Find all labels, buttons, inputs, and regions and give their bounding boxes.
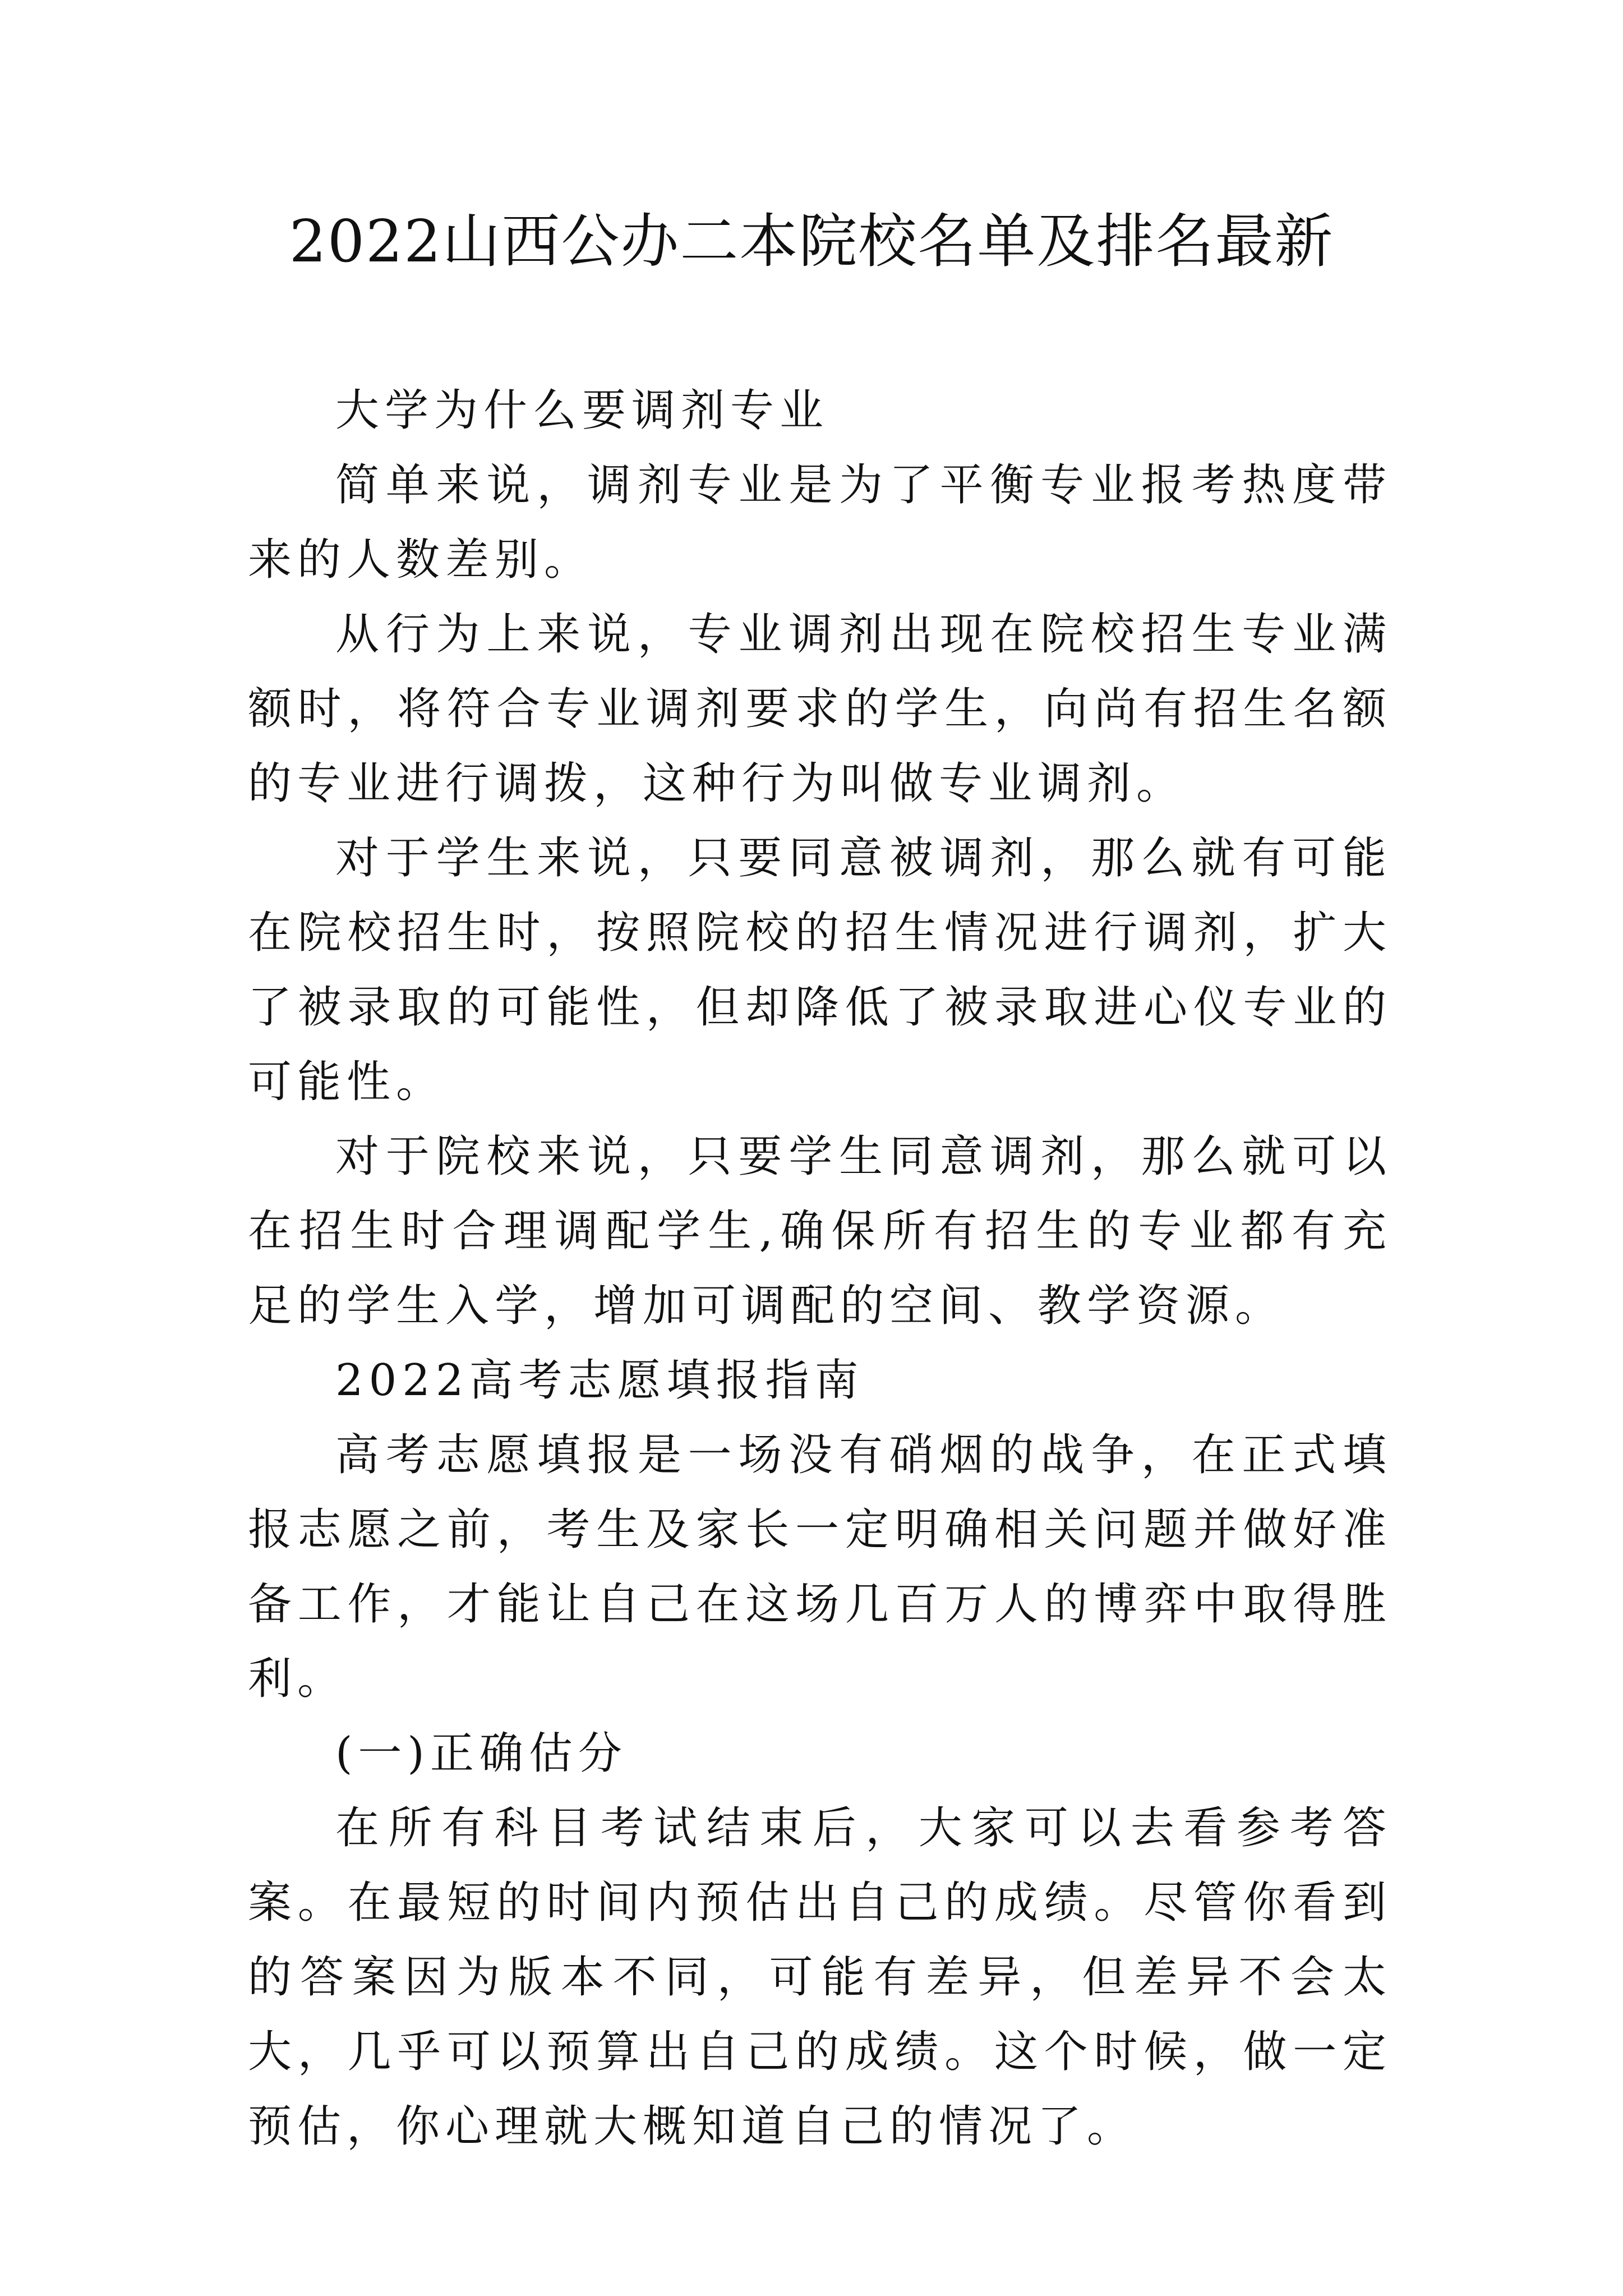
paragraph-heading: 大学为什么要调剂专业	[335, 385, 829, 436]
paragraph: 从行为上来说，专业调剂出现在院校招生专业满额时，将符合专业调剂要求的学生，向尚有招生名额的专业进行调拨，这种行为叫做专业调剂。	[248, 609, 1392, 809]
document-body	[248, 374, 1392, 2164]
paragraph: 高考志愿填报是一场没有硝烟的战争，在正式填报志愿之前，考生及家长一定明确相关问题并做好准备工作，才能让自己在这场几百万人的博弈中取得胜利。	[248, 1430, 1392, 1704]
paragraph: 对于院校来说，只要学生同意调剂，那么就可以在招生时合理调配学生,确保所有招生的专业都有充足的学生入学，增加可调配的空间、教学资源。	[248, 1131, 1392, 1331]
paragraph-heading: 2022高考志愿填报指南	[335, 1355, 864, 1406]
paragraph-heading: (一)正确估分	[335, 1728, 628, 1779]
paragraph: 对于学生来说，只要同意被调剂，那么就有可能在院校招生时，按照院校的招生情况进行调剂，扩大了被录取的可能性，但却降低了被录取进心仪专业的可能性。	[248, 833, 1392, 1107]
paragraph: 在所有科目考试结束后，大家可以去看参考答案。在最短的时间内预估出自己的成绩。尽管你看到的答案因为版本不同，可能有差异，但差异不会太大，几乎可以预算出自己的成绩。这个时候，做一定预估，你心理就大概知道自己的情况了。	[248, 1803, 1392, 2152]
paragraph: 简单来说，调剂专业是为了平衡专业报考热度带来的人数差别。	[248, 460, 1392, 585]
document-title: 2022山西公办二本院校名单及排名最新	[289, 207, 1334, 275]
